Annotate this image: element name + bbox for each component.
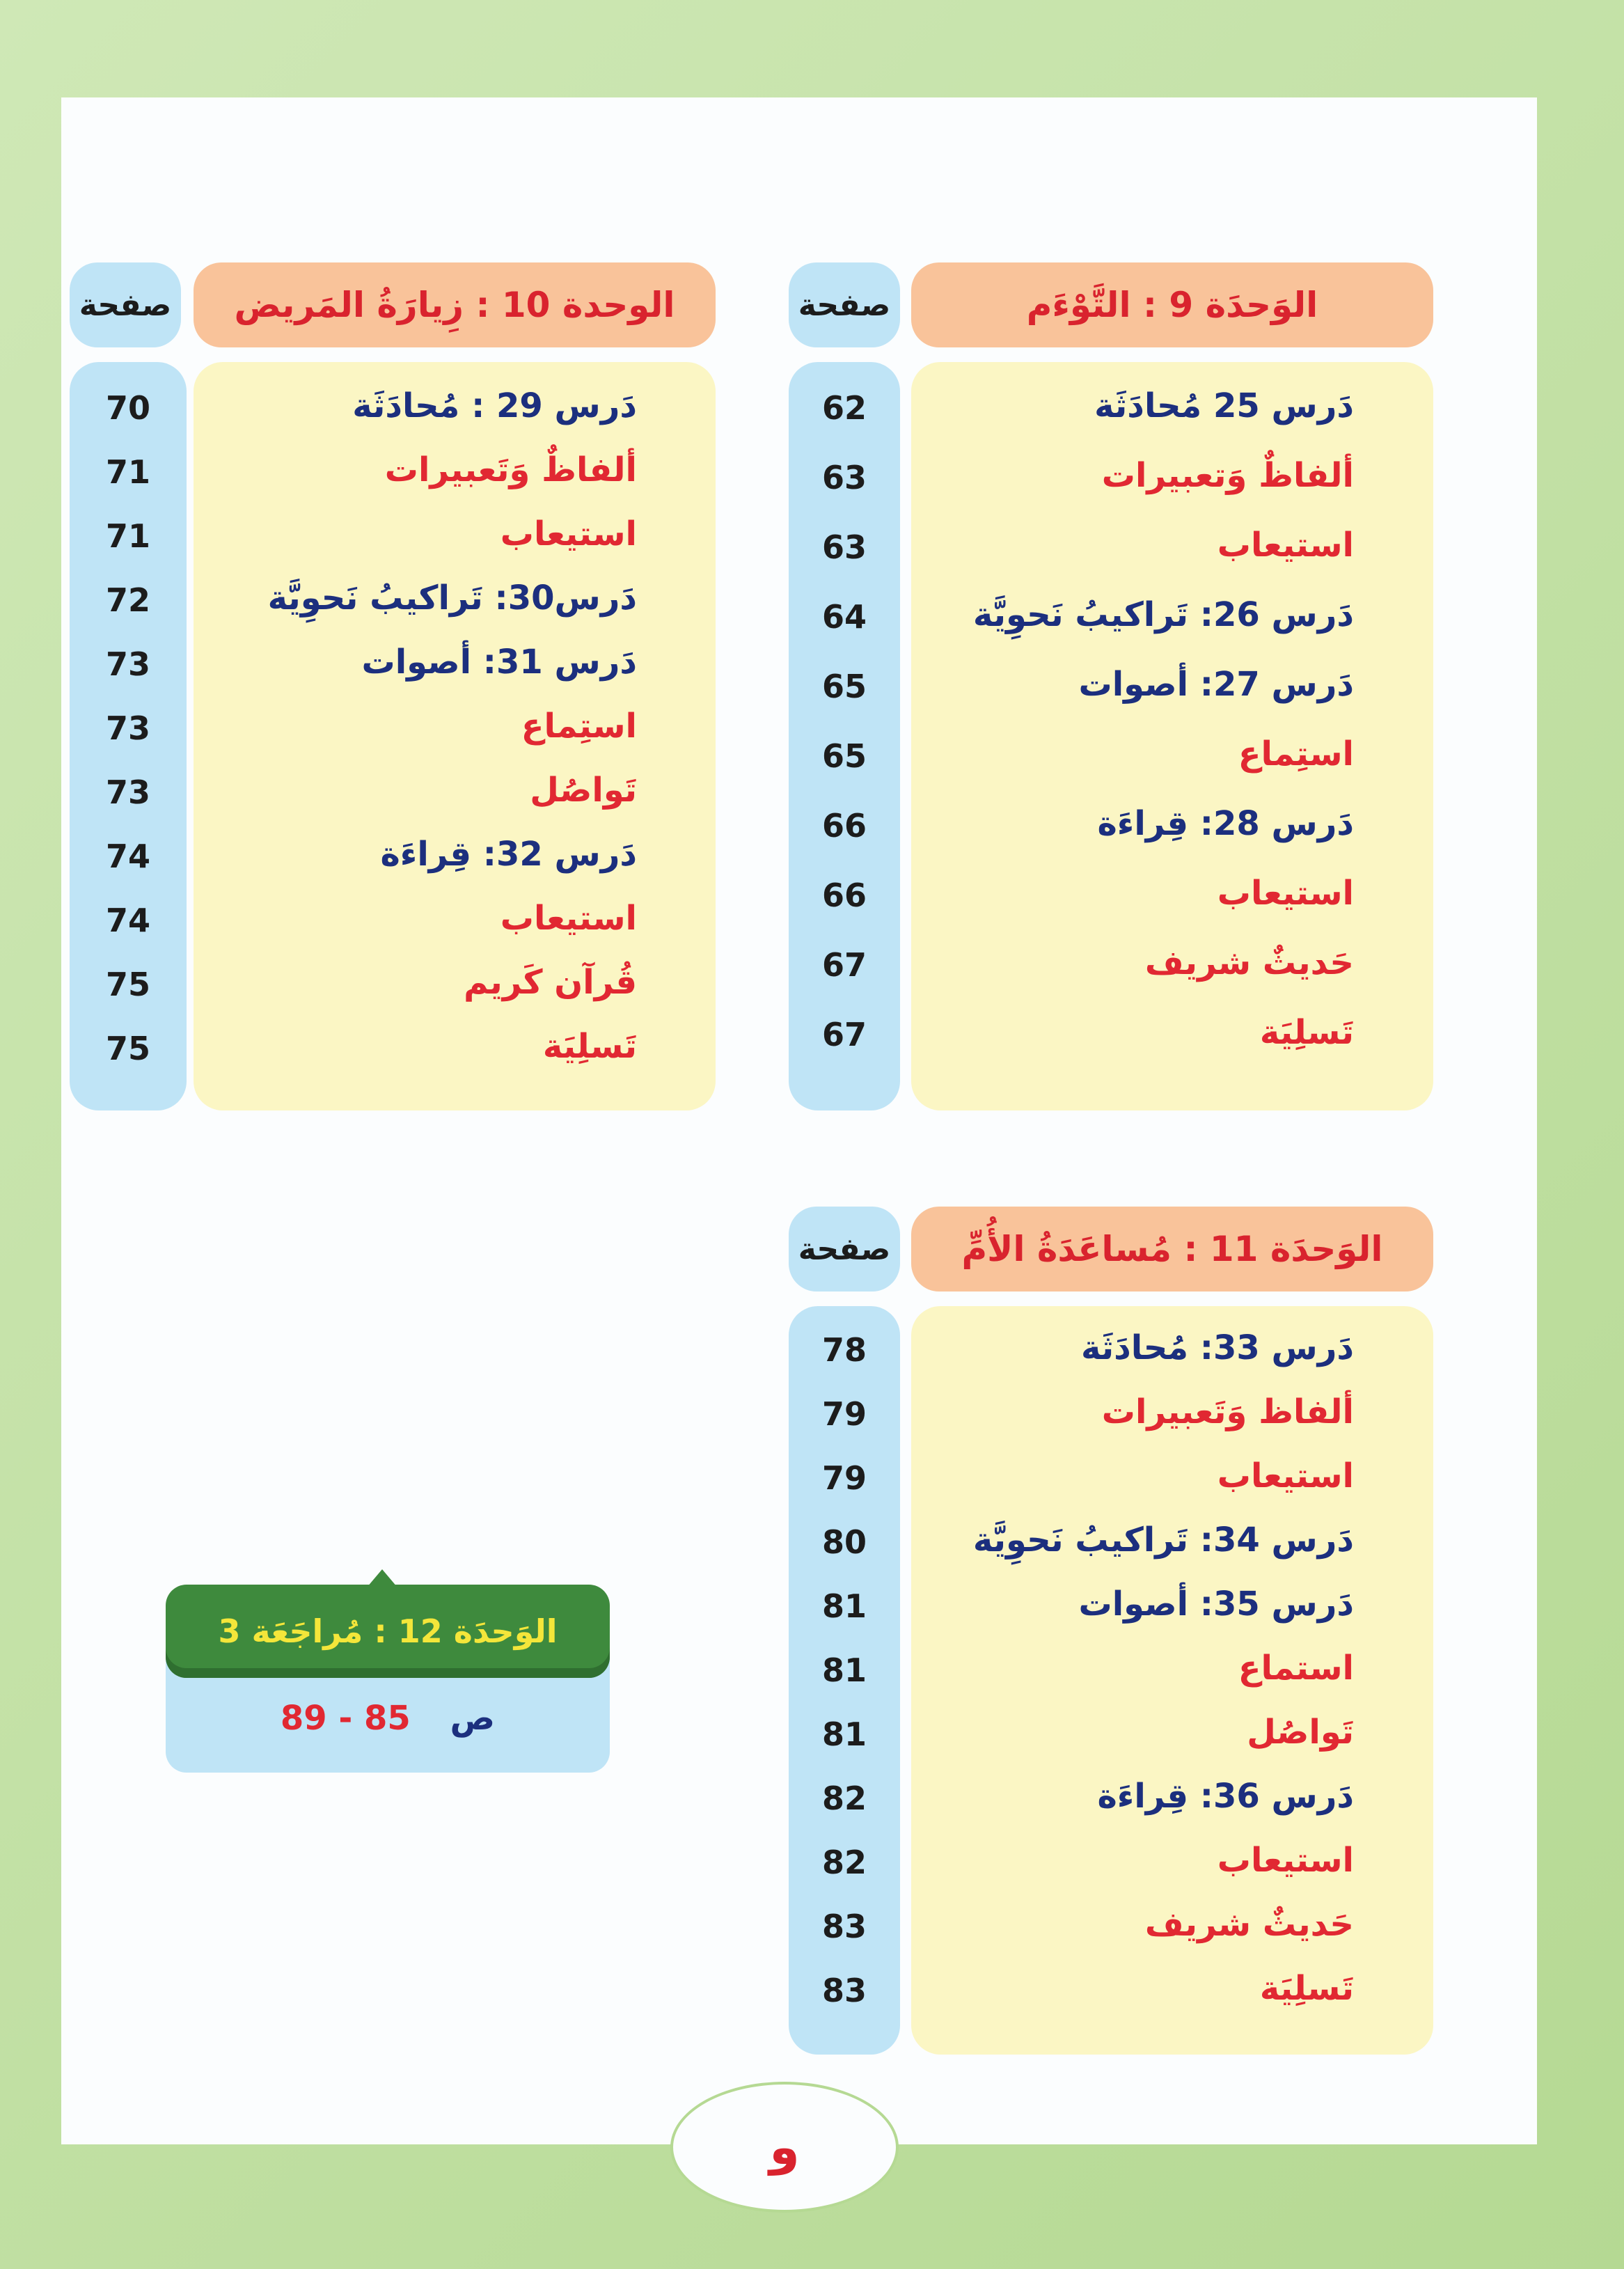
lesson-title: استيعاب bbox=[1217, 1457, 1354, 1495]
page-number: 75 bbox=[105, 1030, 150, 1067]
lesson-title: تَسلِيَة bbox=[1259, 1013, 1354, 1052]
lesson-title: استيعاب bbox=[1217, 1841, 1354, 1880]
page-number: 63 bbox=[821, 528, 867, 566]
page-number: 81 bbox=[821, 1716, 867, 1753]
page-number: 79 bbox=[821, 1459, 867, 1497]
page-number: 71 bbox=[105, 453, 150, 491]
lesson-title: قُرآن كَريم bbox=[464, 963, 637, 1002]
page-number: 73 bbox=[105, 709, 150, 747]
unit-11-title: الوَحدَة 11 : مُساعَدَةُ الأُمِّ bbox=[911, 1207, 1433, 1291]
lesson-title: دَرس 31: أصوات bbox=[361, 643, 637, 682]
review-pages bbox=[166, 1699, 610, 1738]
lesson-title: دَرس 33: مُحادَثَة bbox=[1080, 1328, 1354, 1367]
lesson-title: استماع bbox=[1238, 1649, 1354, 1688]
page-number: 66 bbox=[821, 807, 867, 845]
page-number: 67 bbox=[821, 1016, 867, 1053]
page-number: 74 bbox=[105, 902, 150, 939]
lesson-title: ألفاظٌ وَتعبيرات bbox=[1101, 456, 1354, 495]
page-number: 80 bbox=[821, 1523, 867, 1561]
lesson-title: تَسلِيَة bbox=[1259, 1969, 1354, 2008]
page-number: 75 bbox=[105, 966, 150, 1003]
unit-9-title: الوَحدَة 9 : التَّوْءَم bbox=[911, 262, 1433, 347]
lesson-title: حَديثٌ شريف bbox=[1144, 1905, 1354, 1944]
unit-10-page-label: صفحة bbox=[70, 262, 181, 347]
lesson-title: استيعاب bbox=[500, 515, 637, 553]
lesson-title: تَسلِيَة bbox=[542, 1027, 637, 1066]
page-number: 81 bbox=[821, 1587, 867, 1625]
lesson-title: دَرس 28: قِراءَة bbox=[1097, 804, 1354, 843]
lesson-title: استِماع bbox=[1238, 735, 1354, 774]
lesson-title: دَرس 27: أصوات bbox=[1078, 665, 1354, 704]
page-number: 82 bbox=[821, 1780, 867, 1817]
page-number: 83 bbox=[821, 1972, 867, 2009]
lesson-title: دَرس 26: تَراكيبُ نَحوِيَّة bbox=[972, 595, 1354, 634]
lesson-title: دَرس30: تَراكيبُ نَحوِيَّة bbox=[267, 579, 637, 618]
unit-11-page-label: صفحة bbox=[789, 1207, 900, 1291]
lesson-title: ألفاظ وَتَعبيرات bbox=[1101, 1392, 1354, 1431]
review-pages-range: 85 - 89 bbox=[280, 1699, 411, 1738]
review-pages-label: ص bbox=[450, 1699, 496, 1738]
lesson-title: استِماع bbox=[521, 707, 637, 746]
unit-10-title: الوحدة 10 : زِيارَةُ المَريض bbox=[194, 262, 716, 347]
unit-9-page-label: صفحة bbox=[789, 262, 900, 347]
lesson-title: تَواصُل bbox=[1247, 1713, 1354, 1752]
page-number: 74 bbox=[105, 838, 150, 875]
lesson-title: دَرس 36: قِراءَة bbox=[1097, 1777, 1354, 1816]
lesson-title: حَديثٌ شريف bbox=[1144, 943, 1354, 982]
page-number: 63 bbox=[821, 459, 867, 496]
lesson-title: دَرس 34: تَراكيبُ نَحوِيَّة bbox=[972, 1521, 1354, 1560]
page-number: 79 bbox=[821, 1395, 867, 1433]
lesson-title: استيعاب bbox=[500, 899, 637, 938]
page-number: 64 bbox=[821, 598, 867, 636]
lesson-title: دَرس 35: أصوات bbox=[1078, 1585, 1354, 1624]
lesson-title: دَرس 32: قِراءَة bbox=[380, 835, 637, 874]
lesson-title: استيعاب bbox=[1217, 526, 1354, 565]
page-number: 65 bbox=[821, 737, 867, 775]
page-folio: و bbox=[670, 2082, 899, 2213]
page-number: 72 bbox=[105, 581, 150, 619]
page-number: 66 bbox=[821, 877, 867, 914]
page-number: 70 bbox=[105, 389, 150, 427]
page-number: 73 bbox=[105, 774, 150, 811]
page-number: 82 bbox=[821, 1844, 867, 1881]
page-number: 83 bbox=[821, 1908, 867, 1945]
page-number: 71 bbox=[105, 517, 150, 555]
page-number: 78 bbox=[821, 1331, 867, 1369]
lesson-title: استيعاب bbox=[1217, 874, 1354, 913]
page-number: 65 bbox=[821, 668, 867, 705]
lesson-title: دَرس 29 : مُحادَثَة bbox=[352, 386, 637, 425]
page-number: 73 bbox=[105, 645, 150, 683]
lesson-title: ألفاظٌ وَتَعبيرات bbox=[384, 450, 637, 489]
lesson-title: دَرس 25 مُحادَثَة bbox=[1094, 386, 1354, 425]
page-number: 81 bbox=[821, 1651, 867, 1689]
page-number: 67 bbox=[821, 946, 867, 984]
review-title: الوَحدَة 12 : مُراجَعَة 3 bbox=[166, 1585, 610, 1678]
lesson-title: تَواصُل bbox=[530, 771, 637, 810]
page-number: 62 bbox=[821, 389, 867, 427]
